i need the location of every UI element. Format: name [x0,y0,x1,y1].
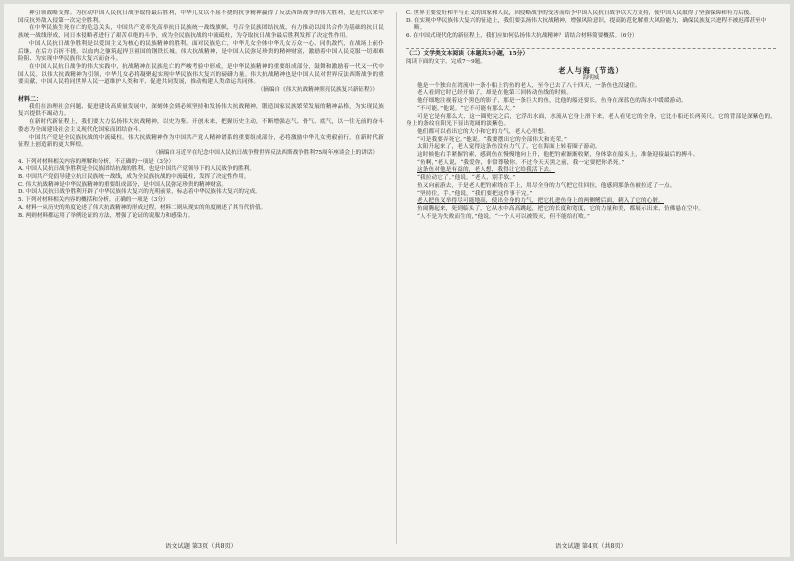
left-para-3: 中国人民抗日战争胜利是以爱国主义为核心的民族精神的胜利。面对民族危亡，中华儿女全体中华儿女万众一心、同仇敌忾，在战场上前仆后继、在后方百折不挠，以血肉之躯筑起捍卫祖国的钢铁长城。伟大抗战精神，是中国人民弥足珍贵的精神财富，激励着中国人民克服一切艰难险阻、为实现中华民族伟大复兴而奋斗。 [18,40,384,63]
left-page-footer: 语文试题 第3页（共8页） [165,543,237,550]
story-para-9: 这时候他右手紧握钓索，感到鱼在慢慢地向上升，他把钓索渐渐收紧，身体靠在船头上，准备迎接最后的搏斗。 [417,152,699,159]
story-para-6: 他们都可以看出它的大小和它的力气，老人心里想。 [417,128,550,135]
material2-heading: 材料二： [18,95,43,103]
story-title: 老人与海（节选） [558,66,624,76]
story-para-3: 他仔细地注视着这个黑色的影子，那是一条巨大的鱼，比他的船还要长，鱼身在深蓝色的海水中缓缓游动。 [417,98,687,105]
left-para-1: 神引领战略支撑。为拉动中国人民抗日战争取得最后胜利，中华儿女以不屈不挠的抗争精神赢得了反法西斯战争的伟大胜利，是近代以来中国反抗外敌入侵第一次完全胜利。 [18,10,384,24]
section-heading: （二）文学类文本阅读（本题共3小题，15分） [406,50,529,57]
question-4-option-b: B. 中国共产党倡导建立抗日民族统一战线，成为全民族抗战的中流砥柱，发挥了决定性作用。 [18,174,250,181]
story-para-5: 可是它是有那么大，这一圈兜完之后，它浮出水面，水流从它身上滑下来，老人看见它的全身，它比小船还长两英尺。它的背部是深紫色的，身上的条纹在阳光下显出宽阔的淡紫色。 [406,113,776,128]
question-5-option-a: A. 材料一从历史的角度论述了伟大抗战精神的形成过程，材料二则从现实的角度阐述了其当代价值。 [18,204,267,211]
section-separator [406,48,776,49]
question-5-option-b: B. 两则材料都运用了举例论证的方法，增强了论证的说服力和感染力。 [18,212,194,219]
question-4-option-a: A. 中国人民抗日战争胜利是全民族团结抗战的胜利，也是中国共产党领导下的人民战争的胜利。 [18,166,255,173]
story-para-14: “坚持住，手。”他说，“我们要把这件事干完。” [417,190,533,197]
material1-source: （摘编自《伟大抗战精神照亮民族复兴新征程》） [257,87,378,94]
question-5-option-c: C. 世界主要爱好和平与正义的国家和人民，因侵略战争的受害而给予中国人民抗日战争以大力支持，使中国人民取得了坚强保障和有力后援。 [406,10,755,16]
left-para-2: 在中华民族生死存亡的危急关头，中国共产党率先高举抗日民族统一战线旗帜，号召全民族团结抗战，有力推动以国共合作为基础的抗日民族统一战线形成，同日本侵略者进行了艰苦卓绝的斗争，成为全民族抗战的中流砥柱，为夺取抗日战争最后胜利发挥了决定性作用。 [18,25,384,40]
reading-instruction: 阅读下面的文字，完成7～9题。 [406,58,486,65]
story-para-2: 老人看到它时已经开始了，却是在他第三回转动鱼线的时候。 [417,90,573,97]
story-para-13: 鱼又向前游去，于是老人把钓索绕在手上，用尽全身的力气把它往回拉，他感到那条鱼被拉近了一点。 [417,182,676,189]
story-para-11: 这条鱼对他是有益的，老人想，我得让它给我活下去。 [417,167,555,174]
left-para-4: 在中国人民抗日战争的伟大实践中，抗战精神在民族危亡的严峻考验中形成，是中华民族精神的重要组成部分，鼓舞和激励着一代又一代中国人民。以伟大抗战精神为引领，中华儿女必将凝聚起实现中华民族伟大复兴的磅礴力量。伟大抗战精神也是中国人民对世界反法西斯战争的重要贡献，中国人民将同世界人民一道维护人类和平、促进共同发展，推动构建人类命运共同体。 [18,63,384,86]
story-para-10: “鱼啊，”老人说，“我爱你，非常尊敬你。不过今天天黑之前，我一定要把你杀死。” [417,159,625,166]
column-divider [396,12,397,544]
answer-space [406,41,776,45]
material2-para-2: 在新时代新征程上，我们要大力弘扬伟大抗战精神，以史为鉴、开创未来，把握历史主动，不断增强志气、骨气、底气，以一往无前的奋斗姿态为全面建设社会主义现代化国家而团结奋斗。 [18,119,384,133]
question-6-stem: 6. 在中国式现代化的新征程上，我们应如何弘扬伟大抗战精神？请结合材料简要概括。（6分） [406,33,638,40]
story-para-8: 太阳升起来了，老人觉得这条鱼没有力气了，它在海面上转着圈子游动。 [417,144,601,151]
question-4-stem: 4. 下列对材料相关内容的理解和分析，不正确的一项是（3分） [18,158,175,165]
material2-para-1: 我们在治理社会问题、促进建设高质量发展中，深刻体会到必须坚持和发扬伟大抗战精神，锻造国家民族繁荣发展的精神品格，为实现民族复兴提供不竭动力。 [18,103,384,118]
story-para-16: 鱼闹腾起来，死到临头了，它从水中高高跳起，把它的长度和宽度，它的力量和美，都展示出来，仿佛悬在空中。 [417,205,705,212]
story-para-4: “不可能。”他说。“它不可能有那么大。” [417,105,516,112]
story-para-1: 他是一个独自在湾流中一条小船上钓鱼的老人，至今已去了八十四天，一条鱼也没逮住。 [417,82,642,89]
question-4-option-c: C. 伟大抗战精神是中华民族精神的重要组成部分，是中国人民弥足珍贵的精神财富。 [18,181,228,188]
right-page [406,10,776,550]
story-para-15: 老人把鱼叉举得尽可能地高，使出全身的力气，把它扎进鱼身上的两侧鳍后面，刺入了它的心脏。 [417,198,664,205]
material2-source: （摘编自习近平在纪念中国人民抗日战争暨世界反法西斯战争胜利75周年座谈会上的讲话） [152,149,378,156]
question-5-option-d: D. 在实现中华民族伟大复兴的征途上，我们要弘扬伟大抗战精神，增强风险意识，提高防范化解重大风险能力，确保民族复兴进程不被迟滞甚至中断。 [406,17,767,32]
material2-para-3: 中国共产党是全民族抗战的中流砥柱。伟大抗战精神作为中国共产党人精神谱系的重要组成部分，必将激励中华儿女勇毅前行，在新时代新征程上创造新的更大辉煌。 [18,134,384,149]
story-para-17: “人不是为失败而生的，”他说，“一个人可以被毁灭，但不能给打败。” [417,213,591,220]
exam-sheet [4,4,790,557]
left-page [18,10,384,550]
story-para-7: “可是我要弄死它。”他说。“我要摆出它的全部伟大和光荣。” [417,136,568,143]
story-para-12: “我拉动它了。”他说。“老人，别手软。” [417,175,516,182]
question-4-option-d: D. 中国人民抗日战争胜利开辟了中华民族伟大复兴的光明前景，标志着中华民族伟大复兴的完成。 [18,189,261,196]
question-5-stem: 5. 下列对材料相关内容的概括和分析，正确的一项是（3分） [18,197,169,204]
right-page-footer: 语文试题 第4页（共8页） [555,543,627,550]
story-author: 海明威 [582,75,600,82]
